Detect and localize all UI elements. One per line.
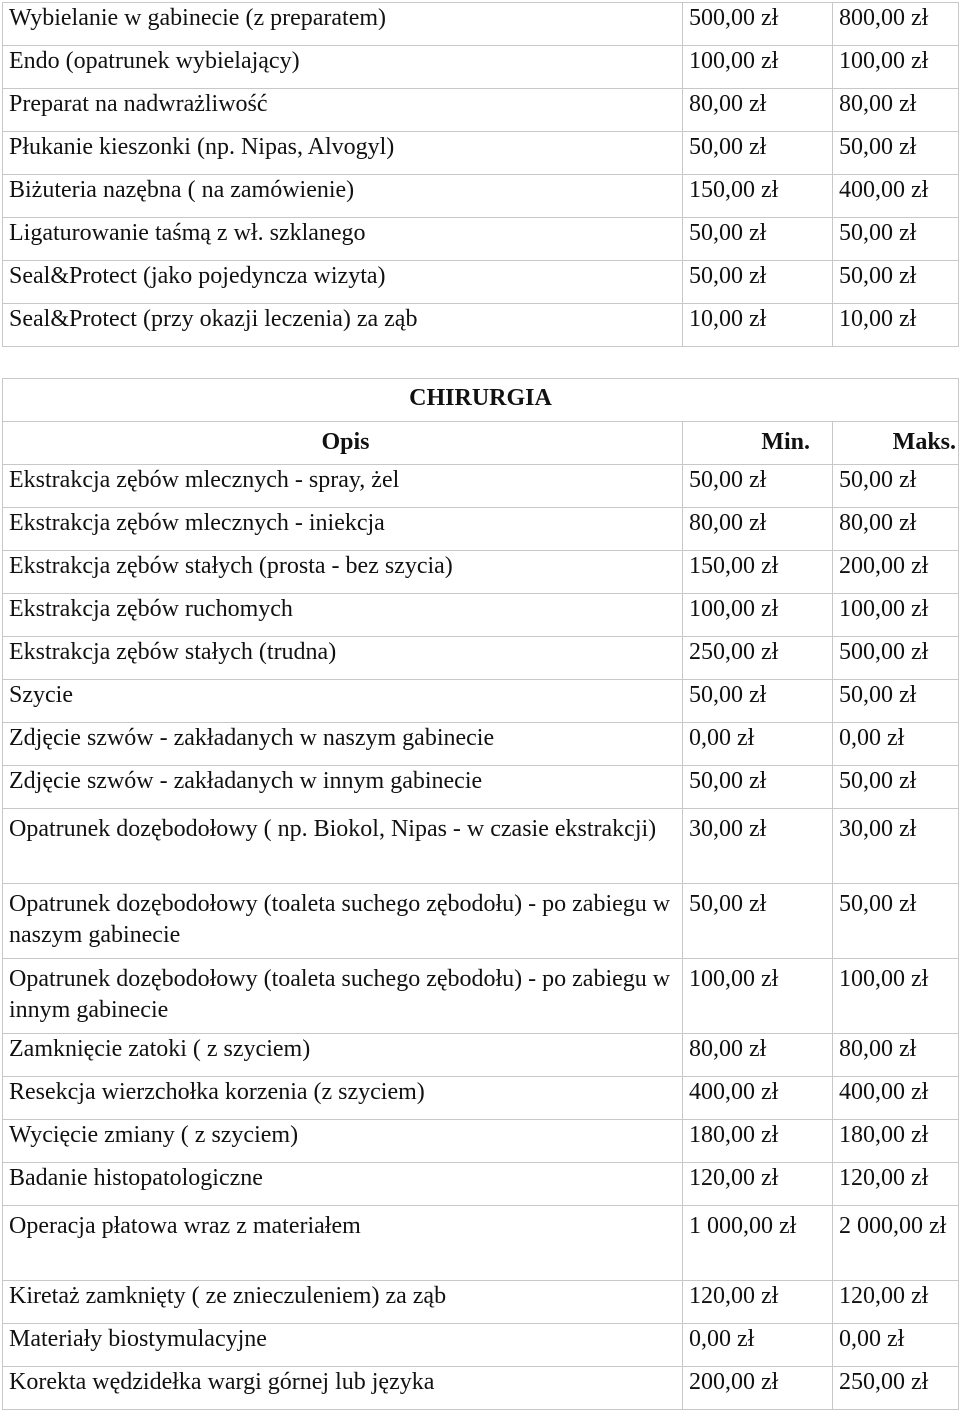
price-max: 80,00 zł bbox=[833, 508, 959, 551]
table-row bbox=[3, 680, 959, 723]
price-max: 400,00 zł bbox=[833, 1077, 959, 1120]
price-max: 120,00 zł bbox=[833, 1163, 959, 1206]
price-max: 100,00 zł bbox=[833, 594, 959, 637]
service-name: Opatrunek dozębodołowy (toaleta suchego zębodołu) - po zabiegu w innym gabinecie bbox=[3, 959, 683, 1034]
service-name: Zamknięcie zatoki ( z szyciem) bbox=[3, 1034, 683, 1077]
table-row bbox=[3, 884, 959, 959]
table-row bbox=[3, 551, 959, 594]
service-name: Endo (opatrunek wybielający) bbox=[3, 46, 683, 89]
price-max: 50,00 zł bbox=[833, 680, 959, 723]
service-name: Płukanie kieszonki (np. Nipas, Alvogyl) bbox=[3, 132, 683, 175]
table-row bbox=[3, 1281, 959, 1324]
service-name: Seal&Protect (przy okazji leczenia) za ząb bbox=[3, 304, 683, 347]
table-row bbox=[3, 465, 959, 508]
service-name: Ekstrakcja zębów stałych (trudna) bbox=[3, 637, 683, 680]
price-table-chirurgia bbox=[2, 378, 959, 1410]
price-max: 2 000,00 zł bbox=[833, 1206, 959, 1281]
service-name: Preparat na nadwrażliwość bbox=[3, 89, 683, 132]
price-min: 1 000,00 zł bbox=[683, 1206, 833, 1281]
service-name: Opatrunek dozębodołowy (toaleta suchego zębodołu) - po zabiegu w naszym gabinecie bbox=[3, 884, 683, 959]
service-name: Seal&Protect (jako pojedyncza wizyta) bbox=[3, 261, 683, 304]
service-name: Kiretaż zamknięty ( ze znieczuleniem) za ząb bbox=[3, 1281, 683, 1324]
price-max: 250,00 zł bbox=[833, 1367, 959, 1410]
column-header-opis: Opis bbox=[3, 422, 683, 465]
price-min: 500,00 zł bbox=[683, 3, 833, 46]
service-name: Operacja płatowa wraz z materiałem bbox=[3, 1206, 683, 1281]
price-min: 150,00 zł bbox=[683, 551, 833, 594]
table-row bbox=[3, 218, 959, 261]
service-name: Materiały biostymulacyjne bbox=[3, 1324, 683, 1367]
section-title: CHIRURGIA bbox=[3, 379, 959, 422]
service-name: Ligaturowanie taśmą z wł. szklanego bbox=[3, 218, 683, 261]
table-row bbox=[3, 1324, 959, 1367]
price-max: 10,00 zł bbox=[833, 304, 959, 347]
table-row bbox=[3, 1034, 959, 1077]
price-min: 80,00 zł bbox=[683, 508, 833, 551]
price-max: 400,00 zł bbox=[833, 175, 959, 218]
price-min: 50,00 zł bbox=[683, 132, 833, 175]
service-name: Opatrunek dozębodołowy ( np. Biokol, Nipas - w czasie ekstrakcji) bbox=[3, 809, 683, 884]
service-name: Zdjęcie szwów - zakładanych w innym gabinecie bbox=[3, 766, 683, 809]
table-row bbox=[3, 1077, 959, 1120]
table-row bbox=[3, 175, 959, 218]
service-name: Ekstrakcja zębów stałych (prosta - bez szycia) bbox=[3, 551, 683, 594]
price-max: 30,00 zł bbox=[833, 809, 959, 884]
service-name: Wycięcie zmiany ( z szyciem) bbox=[3, 1120, 683, 1163]
price-min: 30,00 zł bbox=[683, 809, 833, 884]
price-min: 50,00 zł bbox=[683, 766, 833, 809]
table-row bbox=[3, 594, 959, 637]
service-name: Ekstrakcja zębów ruchomych bbox=[3, 594, 683, 637]
table-row bbox=[3, 723, 959, 766]
price-min: 120,00 zł bbox=[683, 1281, 833, 1324]
column-header-max: Maks. bbox=[833, 422, 959, 465]
price-max: 80,00 zł bbox=[833, 89, 959, 132]
price-min: 180,00 zł bbox=[683, 1120, 833, 1163]
price-min: 50,00 zł bbox=[683, 884, 833, 959]
service-name: Ekstrakcja zębów mlecznych - spray, żel bbox=[3, 465, 683, 508]
price-min: 400,00 zł bbox=[683, 1077, 833, 1120]
price-min: 50,00 zł bbox=[683, 680, 833, 723]
price-min: 250,00 zł bbox=[683, 637, 833, 680]
price-min: 100,00 zł bbox=[683, 959, 833, 1034]
price-max: 0,00 zł bbox=[833, 1324, 959, 1367]
price-max: 800,00 zł bbox=[833, 3, 959, 46]
price-max: 180,00 zł bbox=[833, 1120, 959, 1163]
table-row bbox=[3, 637, 959, 680]
price-min: 50,00 zł bbox=[683, 261, 833, 304]
price-min: 0,00 zł bbox=[683, 1324, 833, 1367]
price-min: 0,00 zł bbox=[683, 723, 833, 766]
price-max: 50,00 zł bbox=[833, 766, 959, 809]
service-name: Biżuteria nazębna ( na zamówienie) bbox=[3, 175, 683, 218]
service-name: Szycie bbox=[3, 680, 683, 723]
price-max: 50,00 zł bbox=[833, 884, 959, 959]
price-max: 120,00 zł bbox=[833, 1281, 959, 1324]
price-min: 150,00 zł bbox=[683, 175, 833, 218]
table-row bbox=[3, 89, 959, 132]
price-max: 0,00 zł bbox=[833, 723, 959, 766]
price-min: 80,00 zł bbox=[683, 89, 833, 132]
service-name: Resekcja wierzchołka korzenia (z szyciem) bbox=[3, 1077, 683, 1120]
table-row bbox=[3, 1206, 959, 1281]
price-max: 500,00 zł bbox=[833, 637, 959, 680]
header-row bbox=[3, 422, 959, 465]
price-max: 50,00 zł bbox=[833, 218, 959, 261]
service-name: Ekstrakcja zębów mlecznych - iniekcja bbox=[3, 508, 683, 551]
price-min: 50,00 zł bbox=[683, 218, 833, 261]
price-max: 50,00 zł bbox=[833, 132, 959, 175]
price-min: 80,00 zł bbox=[683, 1034, 833, 1077]
price-max: 50,00 zł bbox=[833, 261, 959, 304]
table-row bbox=[3, 1367, 959, 1410]
price-min: 100,00 zł bbox=[683, 594, 833, 637]
price-max: 100,00 zł bbox=[833, 46, 959, 89]
price-min: 50,00 zł bbox=[683, 465, 833, 508]
price-min: 100,00 zł bbox=[683, 46, 833, 89]
table-row bbox=[3, 766, 959, 809]
table-row bbox=[3, 304, 959, 347]
price-min: 120,00 zł bbox=[683, 1163, 833, 1206]
table-row bbox=[3, 3, 959, 46]
price-max: 200,00 zł bbox=[833, 551, 959, 594]
table-row bbox=[3, 132, 959, 175]
price-max: 100,00 zł bbox=[833, 959, 959, 1034]
price-table-top bbox=[2, 2, 959, 347]
column-header-min: Min. bbox=[683, 422, 833, 465]
table-row bbox=[3, 1163, 959, 1206]
price-min: 10,00 zł bbox=[683, 304, 833, 347]
table-row bbox=[3, 261, 959, 304]
table-row bbox=[3, 959, 959, 1034]
price-max: 80,00 zł bbox=[833, 1034, 959, 1077]
table-row bbox=[3, 508, 959, 551]
service-name: Korekta wędzidełka wargi górnej lub języka bbox=[3, 1367, 683, 1410]
table-row bbox=[3, 809, 959, 884]
service-name: Zdjęcie szwów - zakładanych w naszym gabinecie bbox=[3, 723, 683, 766]
table-row bbox=[3, 46, 959, 89]
price-min: 200,00 zł bbox=[683, 1367, 833, 1410]
section-title-row bbox=[3, 379, 959, 422]
service-name: Wybielanie w gabinecie (z preparatem) bbox=[3, 3, 683, 46]
service-name: Badanie histopatologiczne bbox=[3, 1163, 683, 1206]
price-max: 50,00 zł bbox=[833, 465, 959, 508]
table-row bbox=[3, 1120, 959, 1163]
